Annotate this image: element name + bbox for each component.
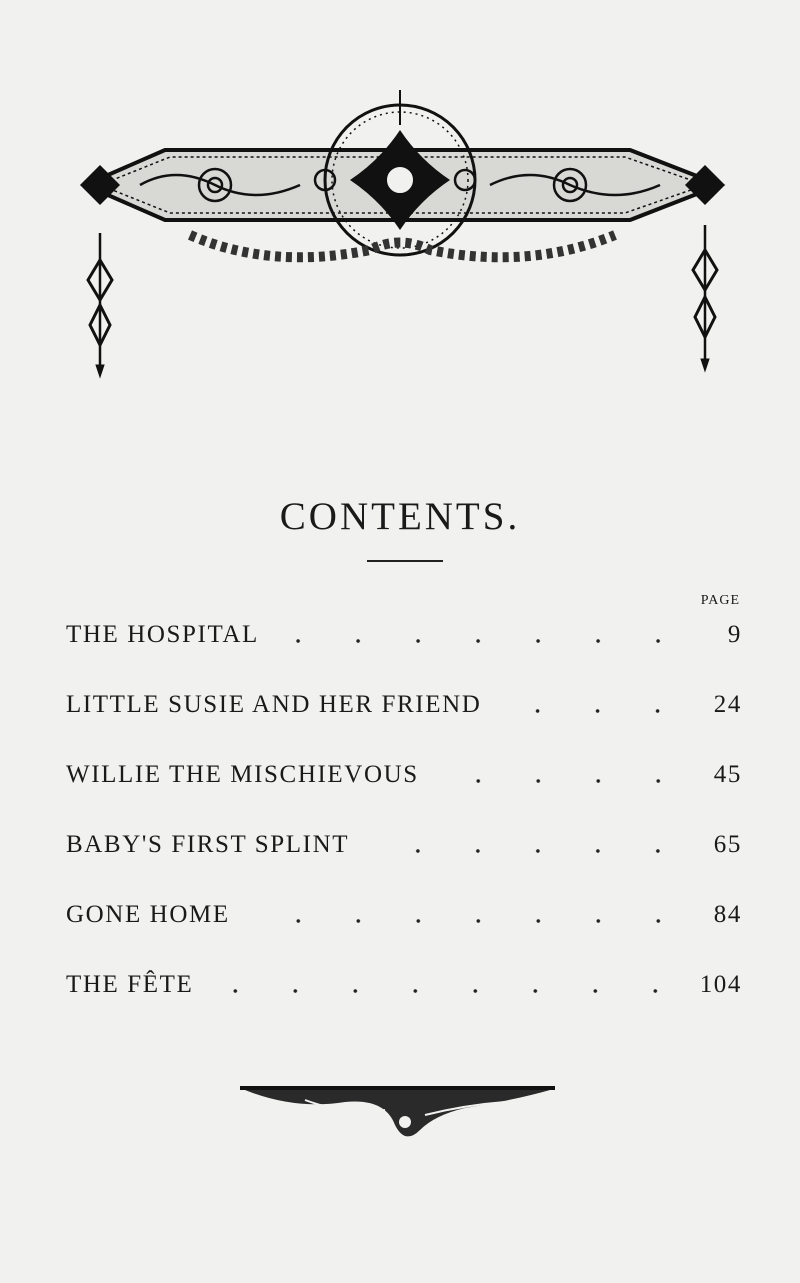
- toc-entry-title: WILLIE THE MISCHIEVOUS: [66, 761, 419, 788]
- table-of-contents: [66, 600, 742, 1020]
- toc-entry-page: 24: [713, 691, 742, 718]
- toc-entry-page: 104: [699, 971, 742, 998]
- toc-entry-title: GONE HOME: [66, 901, 230, 928]
- toc-entry[interactable]: [66, 600, 742, 670]
- toc-entry[interactable]: [66, 670, 742, 740]
- toc-entry-title: THE FÊTE: [66, 971, 194, 998]
- dot-leader: [367, 849, 688, 853]
- toc-entry-title: BABY'S FIRST SPLINT: [66, 831, 350, 858]
- toc-entry-title: LITTLE SUSIE AND HER FRIEND: [66, 691, 482, 718]
- footer-ornament-icon: [235, 1080, 560, 1150]
- toc-entry[interactable]: [66, 740, 742, 810]
- header-ornament-icon: [70, 85, 735, 380]
- toc-entry-page: 84: [713, 901, 742, 928]
- toc-entry-page: 45: [713, 761, 742, 788]
- dot-leader: [277, 639, 688, 643]
- toc-entry-page: 9: [727, 621, 742, 648]
- page-title: CONTENTS.: [279, 495, 521, 539]
- toc-entry-title: THE HOSPITAL: [66, 621, 259, 648]
- dot-leader: [248, 919, 688, 923]
- dot-leader: [211, 989, 685, 993]
- dot-leader: [499, 709, 688, 713]
- dot-leader: [437, 779, 688, 783]
- page-column-label: PAGE: [700, 593, 740, 608]
- title-rule: [367, 560, 443, 562]
- toc-entry-page: 65: [713, 831, 742, 858]
- toc-entry[interactable]: [66, 880, 742, 950]
- toc-entry[interactable]: [66, 950, 742, 1020]
- toc-entry[interactable]: [66, 810, 742, 880]
